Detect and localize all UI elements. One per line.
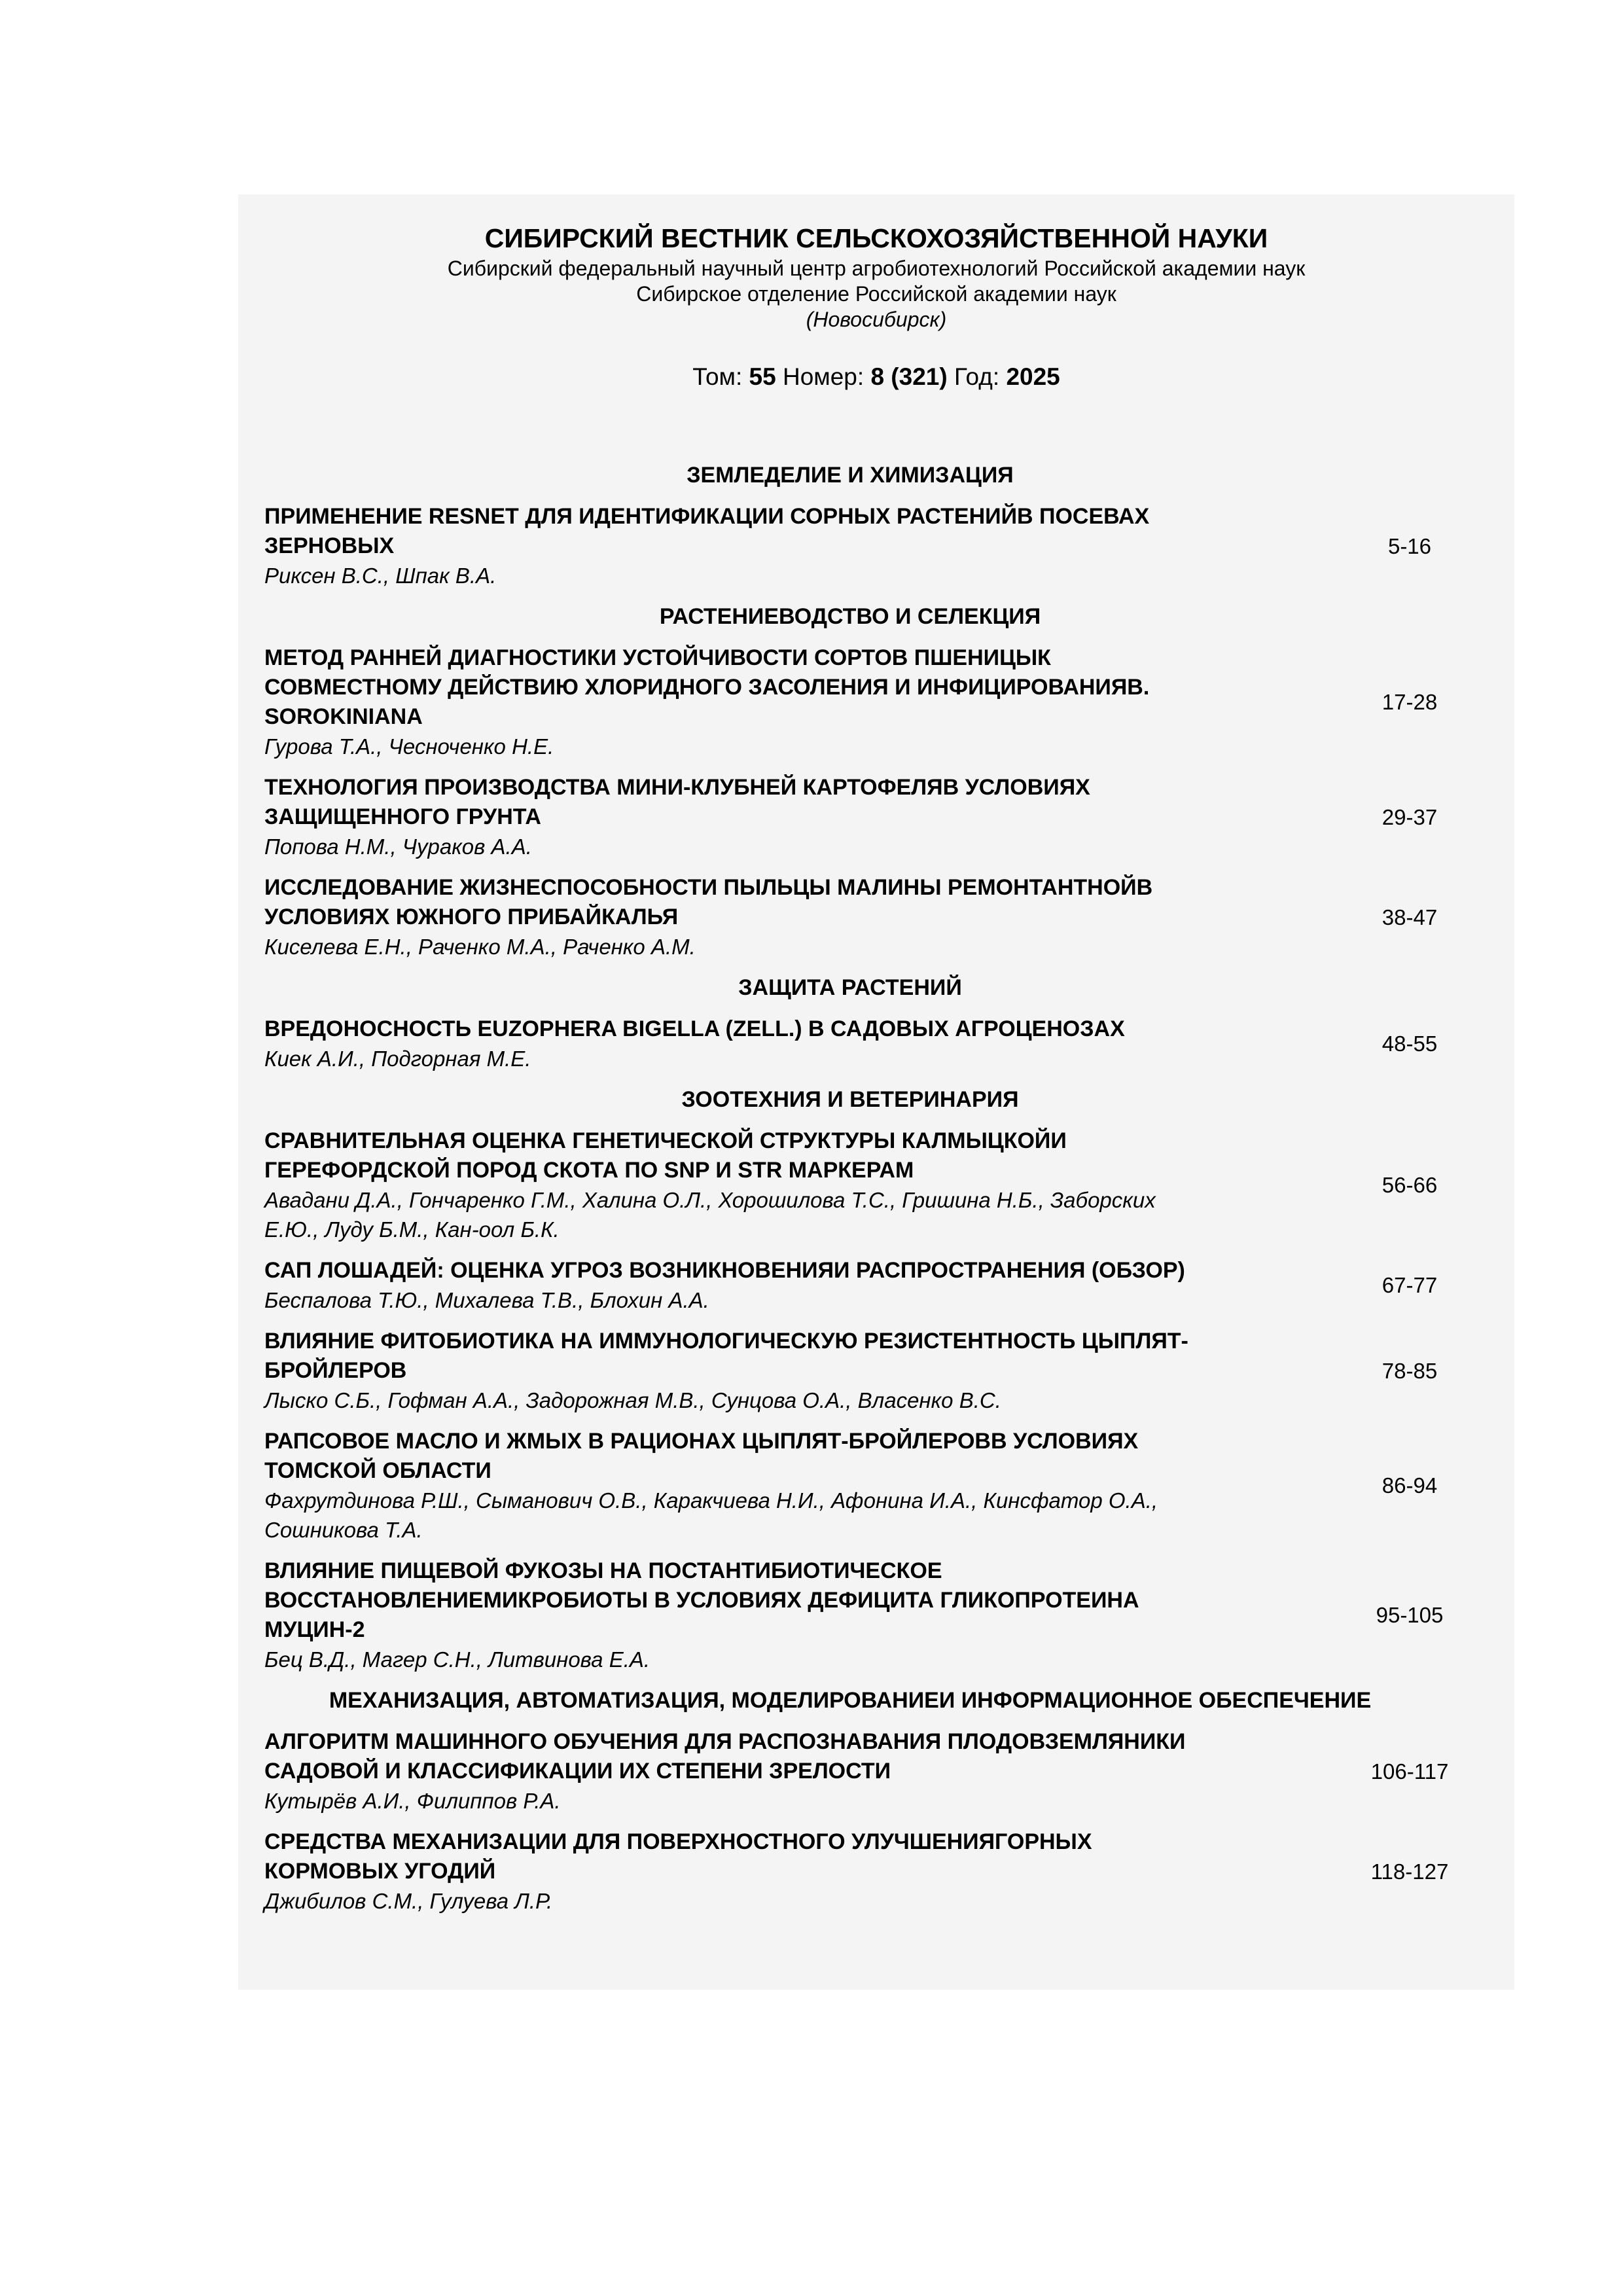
article-title-line[interactable]: МЕТОД РАННЕЙ ДИАГНОСТИКИ УСТОЙЧИВОСТИ СОРТОВ ПШЕНИЦЫК [264,645,1051,670]
article-title-line[interactable]: ЗАЩИЩЕННОГО ГРУНТА [264,804,541,829]
article-entry[interactable] [264,1126,1488,1244]
article-entry[interactable] [264,1827,1488,1916]
article-authors-line: Беспалова Т.Ю., Михалева Т.В., Блохин А.А. [264,1288,709,1312]
section-heading: ЗЕМЛЕДЕЛИЕ И ХИМИЗАЦИЯ [687,463,1014,488]
article-title-line[interactable]: СОВМЕСТНОМУ ДЕЙСТВИЮ ХЛОРИДНОГО ЗАСОЛЕНИЯ И ИНФИЦИРОВАНИЯВ. [264,675,1150,700]
article-authors-line: Бец В.Д., Магер С.Н., Литвинова Е.А. [264,1647,651,1672]
article-authors-line: Риксен В.С., Шпак В.А. [264,564,497,588]
article-authors-line: Джибилов С.М., Гулуева Л.Р. [264,1889,553,1913]
article-authors-line: Киек А.И., Подгорная М.Е. [264,1047,531,1071]
article-title-line[interactable]: РАПСОВОЕ МАСЛО И ЖМЫХ В РАЦИОНАХ ЦЫПЛЯТ-БРОЙЛЕРОВВ УСЛОВИЯХ [264,1429,1139,1454]
article-title-line[interactable]: САП ЛОШАДЕЙ: ОЦЕНКА УГРОЗ ВОЗНИКНОВЕНИЯИ РАСПРОСТРАНЕНИЯ (ОБЗОР) [264,1258,1185,1283]
issue-value: 8 (321) [870,363,948,390]
article-title-line[interactable]: ЗЕРНОВЫХ [264,533,395,558]
article-title-line[interactable]: СРАВНИТЕЛЬНАЯ ОЦЕНКА ГЕНЕТИЧЕСКОЙ СТРУКТУРЫ КАЛМЫЦКОЙИ [264,1128,1067,1153]
article-authors-line: Е.Ю., Луду Б.М., Кан-оол Б.К. [264,1217,560,1242]
article-title-line[interactable]: SOROKINIANA [264,704,423,729]
article-text [264,1556,1338,1674]
section-heading: МЕХАНИЗАЦИЯ, АВТОМАТИЗАЦИЯ, МОДЕЛИРОВАНИЕИ ИНФОРМАЦИОННОЕ ОБЕСПЕЧЕНИЕ [329,1688,1372,1713]
article-text [264,1014,1338,1073]
article-pages: 29-37 [1382,804,1438,829]
section-heading: ЗАЩИТА РАСТЕНИЙ [738,975,962,1000]
article-entry[interactable] [264,502,1488,590]
article-authors-line: Попова Н.М., Чураков А.А. [264,834,532,859]
article-entry[interactable] [264,873,1488,961]
article-text [264,1427,1338,1545]
article-authors-line: Гурова Т.А., Чесноченко Н.Е. [264,734,554,759]
article-entry[interactable] [264,1014,1488,1073]
article-title-line[interactable]: ПРИМЕНЕНИЕ RESNET ДЛЯ ИДЕНТИФИКАЦИИ СОРНЫХ РАСТЕНИЙВ ПОСЕВАХ [264,504,1150,529]
article-pages: 38-47 [1382,905,1438,929]
article-text [264,1126,1338,1244]
article-text [264,1256,1338,1315]
article-pages: 56-66 [1382,1173,1438,1197]
article-authors-line: Лыско С.Б., Гофман А.А., Задорожная М.В., Сунцова О.А., Власенко В.С. [264,1388,1001,1412]
article-entry[interactable] [264,1327,1488,1415]
article-entry[interactable] [264,1427,1488,1545]
article-text [264,1327,1338,1415]
article-pages: 48-55 [1382,1031,1438,1056]
article-pages: 118-127 [1370,1859,1449,1884]
article-text [264,1827,1338,1916]
volume-value: 55 [749,363,776,390]
article-pages: 67-77 [1382,1273,1438,1297]
section-heading: ЗООТЕХНИЯ И ВЕТЕРИНАРИЯ [681,1087,1019,1112]
article-text [264,1727,1338,1816]
article-title-line[interactable]: БРОЙЛЕРОВ [264,1358,407,1383]
article-title-line[interactable]: УСЛОВИЯХ ЮЖНОГО ПРИБАЙКАЛЬЯ [264,905,679,929]
article-pages: 17-28 [1382,690,1438,714]
volume-label: Том: [692,363,743,390]
article-title-line[interactable]: СРЕДСТВА МЕХАНИЗАЦИИ ДЛЯ ПОВЕРХНОСТНОГО УЛУЧШЕНИЯГОРНЫХ [264,1829,1092,1854]
issue-label: Номер: [782,363,865,390]
article-pages: 95-105 [1376,1603,1444,1627]
table-of-contents [238,461,1488,1916]
article-title-line[interactable]: АЛГОРИТМ МАШИННОГО ОБУЧЕНИЯ ДЛЯ РАСПОЗНАВАНИЯ ПЛОДОВЗЕМЛЯНИКИ [264,1729,1186,1754]
article-text [264,873,1338,961]
publisher-line: Сибирское отделение Российской академии наук [636,282,1116,306]
article-authors-line: Фахрутдинова Р.Ш., Сыманович О.В., Каракчиева Н.И., Афонина И.А., Кинсфатор О.А., [264,1488,1158,1513]
city: (Новосибирск) [806,308,947,331]
article-authors-line: Кутырёв А.И., Филиппов Р.А. [264,1789,561,1813]
journal-title: СИБИРСКИЙ ВЕСТНИК СЕЛЬСКОХОЗЯЙСТВЕННОЙ НАУКИ [484,223,1268,253]
year-value: 2025 [1006,363,1060,390]
section-heading: РАСТЕНИЕВОДСТВО И СЕЛЕКЦИЯ [659,604,1041,629]
year-label: Год: [954,363,1000,390]
article-title-line[interactable]: ВРЕДОНОСНОСТЬ EUZOPHERA BIGELLA (ZELL.) В САДОВЫХ АГРОЦЕНОЗАХ [264,1016,1125,1041]
article-title-line[interactable]: ТОМСКОЙ ОБЛАСТИ [264,1458,491,1483]
article-title-line[interactable]: КОРМОВЫХ УГОДИЙ [264,1859,496,1884]
article-title-line[interactable]: МУЦИН-2 [264,1617,365,1642]
article-title-line[interactable]: ТЕХНОЛОГИЯ ПРОИЗВОДСТВА МИНИ-КЛУБНЕЙ КАРТОФЕЛЯВ УСЛОВИЯХ [264,775,1090,800]
article-authors-line: Авадани Д.А., Гончаренко Г.М., Халина О.Л., Хорошилова Т.С., Гришина Н.Б., Заборских [264,1188,1156,1212]
article-pages: 5-16 [1387,533,1432,558]
article-title-line[interactable]: ВЛИЯНИЕ ФИТОБИОТИКА НА ИММУНОЛОГИЧЕСКУЮ РЕЗИСТЕНТНОСТЬ ЦЫПЛЯТ- [264,1329,1188,1354]
article-title-line[interactable]: САДОВОЙ И КЛАССИФИКАЦИИ ИХ СТЕПЕНИ ЗРЕЛОСТИ [264,1759,891,1784]
article-entry[interactable] [264,1256,1488,1315]
article-entry[interactable] [264,773,1488,861]
article-entry[interactable] [264,643,1488,761]
article-text [264,773,1338,861]
article-authors-line: Киселева Е.Н., Раченко М.А., Раченко А.М. [264,935,696,959]
article-title-line[interactable]: ИССЛЕДОВАНИЕ ЖИЗНЕСПОСОБНОСТИ ПЫЛЬЦЫ МАЛИНЫ РЕМОНТАНТНОЙВ [264,875,1153,900]
article-pages: 106-117 [1370,1759,1449,1784]
article-entry[interactable] [264,1727,1488,1816]
article-pages: 86-94 [1382,1473,1438,1498]
publisher-line: Сибирский федеральный научный центр агробиотехнологий Российской академии наук [447,257,1306,280]
issue-info [238,362,1514,392]
article-pages: 78-85 [1382,1358,1438,1383]
article-title-line[interactable]: ГЕРЕФОРДСКОЙ ПОРОД СКОТА ПО SNP И STR МАРКЕРАМ [264,1158,914,1183]
article-entry[interactable] [264,1556,1488,1674]
contents-panel [238,194,1514,1990]
article-text [264,643,1338,761]
article-title-line[interactable]: ВОССТАНОВЛЕНИЕМИКРОБИОТЫ В УСЛОВИЯХ ДЕФИЦИТА ГЛИКОПРОТЕИНА [264,1588,1139,1613]
article-authors-line: Сошникова Т.А. [264,1518,423,1542]
article-text [264,502,1338,590]
article-title-line[interactable]: ВЛИЯНИЕ ПИЩЕВОЙ ФУКОЗЫ НА ПОСТАНТИБИОТИЧЕСКОЕ [264,1558,942,1583]
journal-header [238,223,1514,392]
